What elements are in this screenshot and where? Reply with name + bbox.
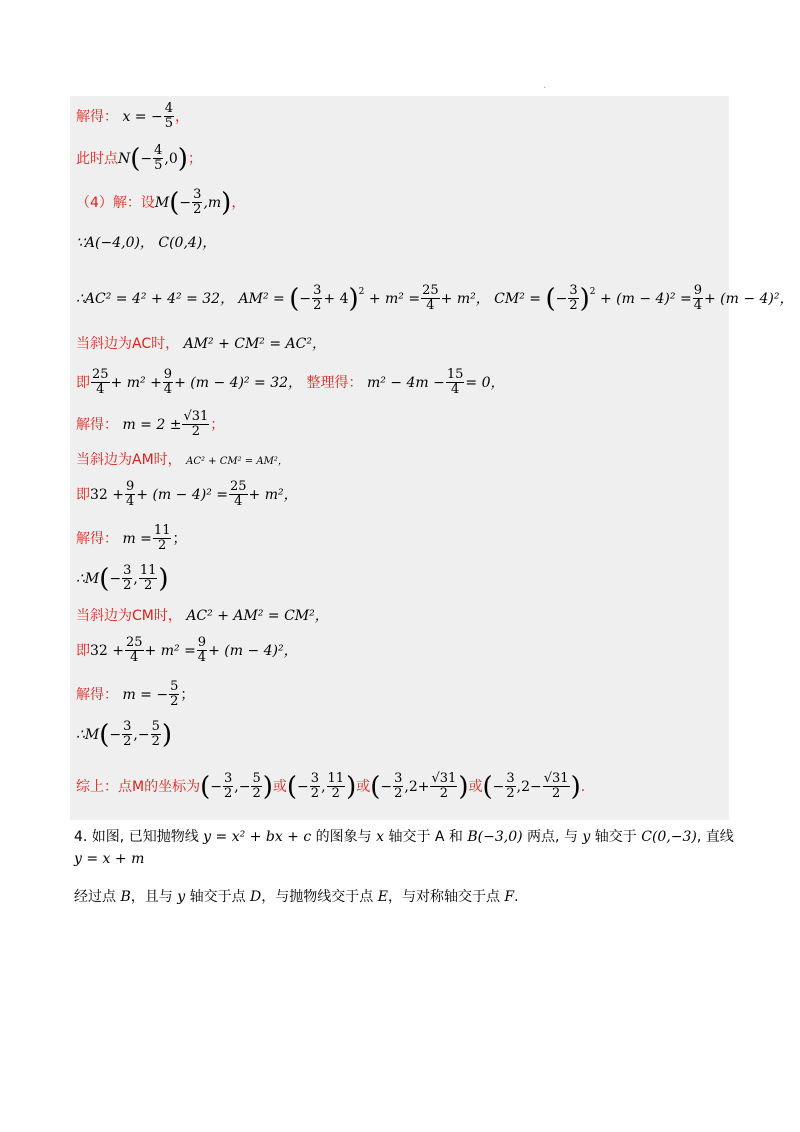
- solution-line-8: 解得： m = 2 ± $\frac{√31}{2}$ ；: [76, 409, 225, 440]
- solution-line-5: ∴AC² = 4² + 4² = 32， AM² = (− $\frac{3}{2}$ + 4)$^2$ + m² = $\frac{25}{4}$ + m²， CM² = (− $\frac{3}{2}$ )$^2$ + (m − 4)² = $\frac{9}{4}$ + (m − 4)²，: [76, 283, 794, 314]
- solution-block: [70, 96, 794, 820]
- fraction: $\frac{4}{5}$: [154, 143, 163, 174]
- solution-line-11: 解得： m = $\frac{11}{2}$ ；: [76, 523, 187, 554]
- solution-line-16: ∴M(− $\frac{3}{2}$ ,− $\frac{5}{2}$ ): [76, 719, 173, 750]
- solution-line-15: 解得： m = − $\frac{5}{2}$ ；: [76, 679, 195, 710]
- fraction: $\frac{3}{2}$: [193, 187, 202, 218]
- solution-line-1: 解得： x = − $\frac{4}{5}$ ，: [76, 101, 189, 132]
- solution-line-2: 此时点N(− $\frac{4}{5}$ ,0)；: [76, 143, 202, 174]
- solution-line-4: ∵A(−4,0)， C(0,4)，: [76, 235, 217, 251]
- solution-line-17: 综上：点M的坐标为(− $\frac{3}{2}$ ,− $\frac{5}{2}$ )或(− $\frac{3}{2}$ , $\frac{11}{2}$ )或(− $\frac{3}{2}$ ,2+ $\frac{√31}{2}$ )或(− $\frac{3}{2}$ ,2− $\frac{√31}{2}$ ).: [76, 771, 586, 802]
- question-4-line-1: 4. 如图, 已知抛物线 y = x² + bx + c 的图象与 x 轴交于 A 和 B(−3,0) 两点, 与 y 轴交于 C(0,−3), 直线 y = x + m: [74, 829, 734, 867]
- label-jiede-1: 解得：: [76, 108, 118, 125]
- solution-line-13: 当斜边为CM时， AC² + AM² = CM²，: [76, 608, 329, 624]
- header-dot: .: [543, 80, 547, 91]
- solution-line-9: 当斜边为AM时， AC² + CM² = AM²，: [76, 452, 288, 468]
- eq-x: x = −: [122, 108, 163, 125]
- fraction: $\frac{4}{5}$: [164, 101, 173, 132]
- question-4-line-2: 经过点 B，且与 y 轴交于点 D，与抛物线交于点 E，与对称轴交于点 F.: [74, 889, 519, 905]
- label-point-N: 此时点: [76, 150, 118, 167]
- label-part4: （4）解：设: [76, 194, 155, 211]
- solution-line-12: ∴M(− $\frac{3}{2}$ , $\frac{11}{2}$ ): [76, 563, 169, 594]
- solution-line-6: 当斜边为AC时， AM² + CM² = AC²，: [76, 336, 326, 352]
- question-4: [74, 826, 734, 908]
- solution-line-14: 即32 + $\frac{25}{4}$ + m² = $\frac{9}{4}$ + (m − 4)²，: [76, 635, 298, 666]
- solution-line-3: （4）解：设M(− $\frac{3}{2}$ ,m)，: [76, 187, 246, 218]
- solution-line-10: 即32 + $\frac{9}{4}$ + (m − 4)² = $\frac{25}{4}$ + m²，: [76, 479, 298, 510]
- solution-line-7: 即 $\frac{25}{4}$ + m² + $\frac{9}{4}$ + (m − 4)² = 32， 整理得： m² − 4m − $\frac{15}{4}$ = 0，: [76, 367, 505, 398]
